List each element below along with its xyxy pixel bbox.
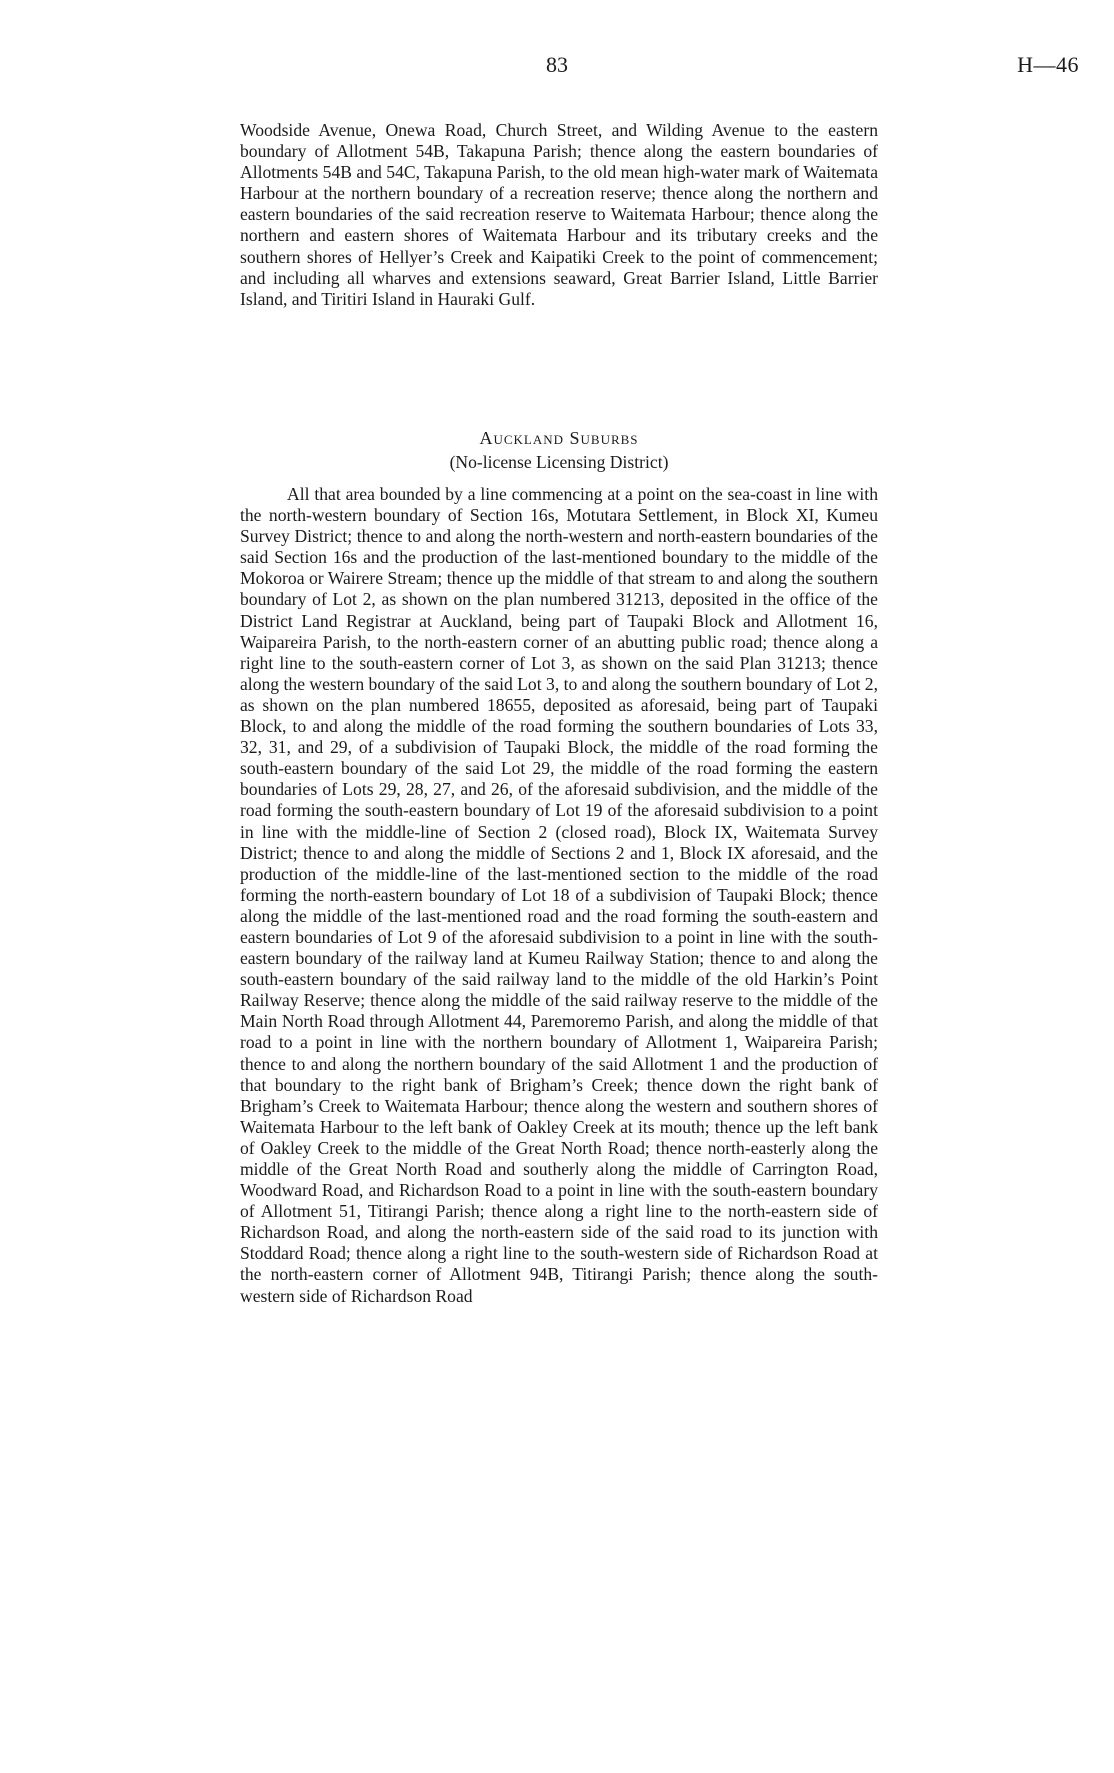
- page-number: 83: [546, 52, 568, 77]
- section-heading: Auckland Suburbs: [479, 428, 639, 448]
- document-reference: H—46: [1017, 52, 1079, 77]
- boundary-paragraph-auckland-suburbs: All that area bounded by a line commencing at a point on the sea-coast in line with the north-western boundary of Section 16s, Motutara Settlement, in Block XI, Kumeu Survey District; thence to and along the north-western and north-eastern boundaries of the said Section 16s and the production of the last-mentioned boundary to the middle of the Mokoroa or Wairere Stream; thence up the middle of that stream to and along the southern boundary of Lot 2, as shown on the plan numbered 31213, deposited in the office of the District Land Registrar at Auckland, being part of Taupaki Block and Allotment 16, Waipareira Parish, to the north-eastern corner of an abutting public road; thence along a right line to the south-eastern corner of Lot 3, as shown on the said Plan 31213; thence along the western boundary of the said Lot 3, to and along the southern boundary of Lot 2, as shown on the plan numbered 18655, deposited as aforesaid, being part of Taupaki Block, to and along the middle of the road forming the southern boundaries of Lots 33, 32, 31, and 29, of a subdivision of Taupaki Block, the middle of the road forming the south-eastern boundary of the said Lot 29, the middle of the road forming the eastern boundaries of Lots 29, 28, 27, and 26, of the aforesaid subdivision, and the middle of the road forming the south-eastern boundary of Lot 19 of the aforesaid subdivision to a point in line with the middle-line of Section 2 (closed road), Block IX, Waitemata Survey District; thence to and along the middle of Sections 2 and 1, Block IX aforesaid, and the production of the middle-line of the last-mentioned section to the middle of the road forming the north-eastern boundary of Lot 18 of a subdivision of Taupaki Block; thence along the middle of the last-mentioned road and the road forming the south-eastern and eastern boundaries of Lot 9 of the aforesaid subdivision to a point in line with the south-eastern boundary of the railway land at Kumeu Railway Station; thence to and along the south-eastern boundary of the said railway land to the middle of the old Harkin’s Point Railway Reserve; thence along the middle of the said railway reserve to the middle of the Main North Road through Allotment 44, Paremoremo Parish, and along the middle of that road to a point in line with the northern boundary of Allotment 1, Waipareira Parish; thence to and along the northern boundary of the said Allotment 1 and the production of that boundary to the right bank of Brigham’s Creek; thence down the right bank of Brigham’s Creek to Waitemata Harbour; thence along the western and southern shores of Waitemata Harbour to the left bank of Oakley Creek at its mouth; thence up the left bank of Oakley Creek to the middle of the Great North Road; thence north-easterly along the middle of the Great North Road and southerly along the middle of Carrington Road, Woodward Road, and Richardson Road to a point in line with the south-eastern boundary of Allotment 51, Titirangi Parish; thence along a right line to the north-eastern side of Richardson Road, and along the north-eastern side of the said road to its junction with Stoddard Road; thence along a right line to the south-western side of Richardson Road at the north-eastern corner of Allotment 94B, Titirangi Parish; thence along the south-western side of Richardson Road: [240, 484, 878, 1306]
- boundary-paragraph-continued: Woodside Avenue, Onewa Road, Church Street, and Wilding Avenue to the eastern boundary of Allotment 54B, Takapuna Parish; thence along the eastern boundaries of Allotments 54B and 54C, Takapuna Parish, to the old mean high-water mark of Waitemata Harbour at the northern boundary of a recreation reserve; thence along the northern and eastern boundaries of the said recreation reserve to Waitemata Harbour; thence along the northern and eastern shores of Waitemata Harbour and its tributary creeks and the southern shores of Hellyer’s Creek and Kaipatiki Creek to the point of commencement; and including all wharves and extensions seaward, Great Barrier Island, Little Barrier Island, and Tiritiri Island in Hauraki Gulf.: [240, 120, 878, 309]
- section-subheading: (No-license Licensing District): [449, 452, 669, 472]
